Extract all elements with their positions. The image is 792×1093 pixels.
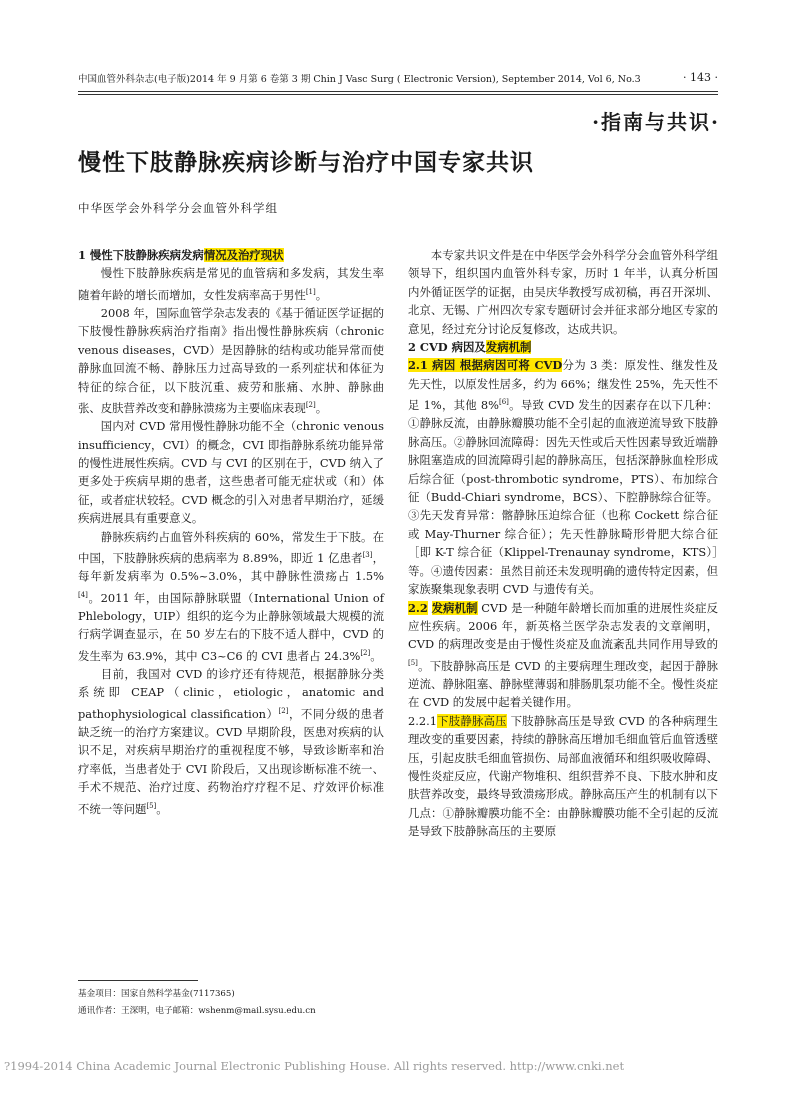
paragraph: 本专家共识文件是在中华医学会外科学分会血管外科学组领导下，组织国内血管外科专家，历时 1 年半，认真分析国内外循证医学的证据，由吴庆华教授写成初稿，再召开深圳、北京、无锡、广州四次专家专题研讨会并征求部分地区专家的意见，经过充分讨论反复修改，达成共识。 bbox=[408, 248, 718, 336]
highlight: 2.1 病因 根据病因可将 CVD bbox=[408, 358, 563, 373]
paragraph: 2008 年，国际血管学杂志发表的《基于循证医学证据的下肢慢性静脉疾病治疗指南》指出慢性静脉疾病（chronic venous diseases，CVD）是因静脉的结构或功能异常而使静脉血回流不畅、静脉压力过高导致的一系列症状和体征为特征的综合征，以下肢沉重、疲劳和胀痛、水肿、静脉曲张、皮肤营养改变和静脉溃疡为主要临床表现[2]。 bbox=[78, 306, 385, 415]
journal-info: 中国血管外科杂志(电子版)2014 年 9 月第 6 卷第 3 期 Chin J Vasc Surg ( Electronic Version), September 2014, Vol 6, No.3 bbox=[78, 74, 641, 85]
citation: [2] bbox=[360, 648, 371, 657]
copyright-footer: ?1994-2014 China Academic Journal Electronic Publishing House. All rights reserved. http://www.cnki.net bbox=[4, 1059, 625, 1073]
subsection-2-1: 2.1 病因 根据病因可将 CVD分为 3 类：原发性、继发性及先天性，以原发性居多，约为 66%；继发性 25%，先天性不足 1%，其他 8%[6]。导致 CVD 发生的因素存在以下几种：①静脉反流，由静脉瓣膜功能不全引起的血液逆流导致下肢静脉高压。②静脉回流障碍：因先天性或后天性因素导致近端静脉阻塞造成的回流障碍引起的静脉高压，包括深静脉血栓形成后综合征（post-thrombotic syndrome，PTS）、布加综合征（Budd-Chiari syndrome，BCS）、下腔静脉综合征等。③先天发育异常：髂静脉压迫综合征（也称 Cockett 综合征或 May-Thurner 综合征）；先天性静脉畸形骨肥大综合征［即 K-T 综合征（Klippel-Trenaunay syndrome，KTS）］等。④遗传因素：虽然目前还未发现明确的遗传特定因素，但家族聚集现象表明 CVD 与遗传有关。 bbox=[408, 358, 718, 597]
paragraph: 目前，我国对 CVD 的诊疗还有待规范，根据静脉分类系统即 CEAP（clinic，etiologic，anatomic and pathophysiological classification）[2]，不同分级的患者缺乏统一的治疗方案建议。CVD 早期阶段，医患对疾病的认识不足，对疾病早期治疗的重视程度不够，导致诊断率和治疗率低，当患者处于 CVI 阶段后，又出现诊断标准不统一、手术不规范、治疗过度、药物治疗疗程不足、疗效评价标准不统一等问题[5]。 bbox=[78, 666, 384, 816]
running-header bbox=[78, 71, 718, 85]
heading-1: 1 慢性下肢静脉疾病发病情况及治疗现状 bbox=[78, 248, 284, 262]
paragraph: 国内对 CVD 常用慢性静脉功能不全（chronic venous insufficiency，CVI）的概念，CVI 即指静脉系统功能异常的慢性进展性疾病。CVD 与 CVI 的区别在于，CVD 纳入了更多处于疾病早期的患者，这些患者可能无症状或（和）体征，或者症状较轻。CVD 概念的引入对患者早期治疗，延缓疾病进展具有重要意义。 bbox=[78, 419, 384, 526]
citation: [6] bbox=[498, 398, 509, 407]
author-line: 中华医学会外科学分会血管外科学组 bbox=[78, 201, 278, 215]
highlight: 情况及治疗现状 bbox=[203, 248, 284, 262]
subsection-2-2: 2.2 发病机制 CVD 是一种随年龄增长而加重的进展性炎症反应性疾病。2006 年，新英格兰医学杂志发表的文章阐明，CVD 的病理改变是由于慢性炎症及血流紊乱共同作用导致的[5]。下肢静脉高压是 CVD 的主要病理生理改变，起因于静脉逆流、静脉阻塞、静脉壁薄弱和腓肠肌泵功能不全。慢性炎症在 CVD 的发展中起着关键作用。 bbox=[408, 600, 718, 710]
citation: [1] bbox=[305, 287, 316, 296]
footnotes bbox=[78, 986, 316, 1020]
highlight: 发病机制 bbox=[431, 600, 478, 615]
subsection-2-2-1: 2.2.1下肢静脉高压 下肢静脉高压是导致 CVD 的各种病理生理改变的重要因素，持续的静脉高压增加毛细血管后血管透壁压，引起皮肤毛细血管损伤、局部血液循环和组织吸收障碍、慢性炎症反应，代谢产物堆积、组织营养不良、下肢水肿和皮肤营养改变，最终导致溃疡形成。静脉高压产生的机制有以下几点：①静脉瓣膜功能不全：由静脉瓣膜功能不全引起的反流是导致下肢静脉高压的主要原 bbox=[408, 713, 718, 839]
citation: [5] bbox=[146, 801, 157, 810]
header-rule-2 bbox=[78, 94, 718, 95]
citation: [3] bbox=[362, 551, 373, 560]
footnote-rule bbox=[78, 980, 198, 981]
heading-2: 2 CVD 病因及发病机制 bbox=[408, 340, 532, 355]
article-title: 慢性下肢静脉疾病诊断与治疗中国专家共识 bbox=[78, 150, 534, 176]
header-rule bbox=[78, 91, 718, 92]
paragraph: 慢性下肢静脉疾病是常见的血管病和多发病，其发生率随着年龄的增长而增加，女性发病率高于男性[1]。 bbox=[78, 266, 384, 302]
citation: [2] bbox=[305, 401, 316, 410]
right-column bbox=[408, 246, 718, 841]
paragraph: 静脉疾病约占血管外科疾病的 60%，常发生于下肢。在中国，下肢静脉疾病的患病率为 8.89%，即近 1 亿患者[3]，每年新发病率为 0.5%~3.0%，其中静脉性溃疡占 1.5%[4]。2011 年，由国际静脉联盟（International Union of Phlebology，UIP）组织的迄今为止静脉领域最大规模的流行病学调查显示，在 50 岁左右的下肢不适人群中，CVD 的发生率为 63.9%，其中 C3~C6 的 CVI 患者占 24.3%[2]。 bbox=[78, 529, 384, 663]
section-label: ·指南与共识· bbox=[592, 110, 720, 134]
highlight: 下肢静脉高压 bbox=[436, 713, 507, 728]
citation: [2] bbox=[278, 706, 289, 715]
citation: [5] bbox=[408, 658, 418, 667]
highlight: 发病机制 bbox=[485, 340, 532, 355]
funding-note: 基金项目：国家自然科学基金(7117365) bbox=[78, 989, 235, 999]
contact-note: 通讯作者：王深明，电子邮箱：wshenm@mail.sysu.edu.cn bbox=[78, 1006, 316, 1016]
page-number: · 143 · bbox=[683, 71, 718, 84]
left-column bbox=[78, 246, 384, 818]
citation: [4] bbox=[78, 590, 88, 599]
highlight: 2.2 bbox=[408, 600, 428, 615]
